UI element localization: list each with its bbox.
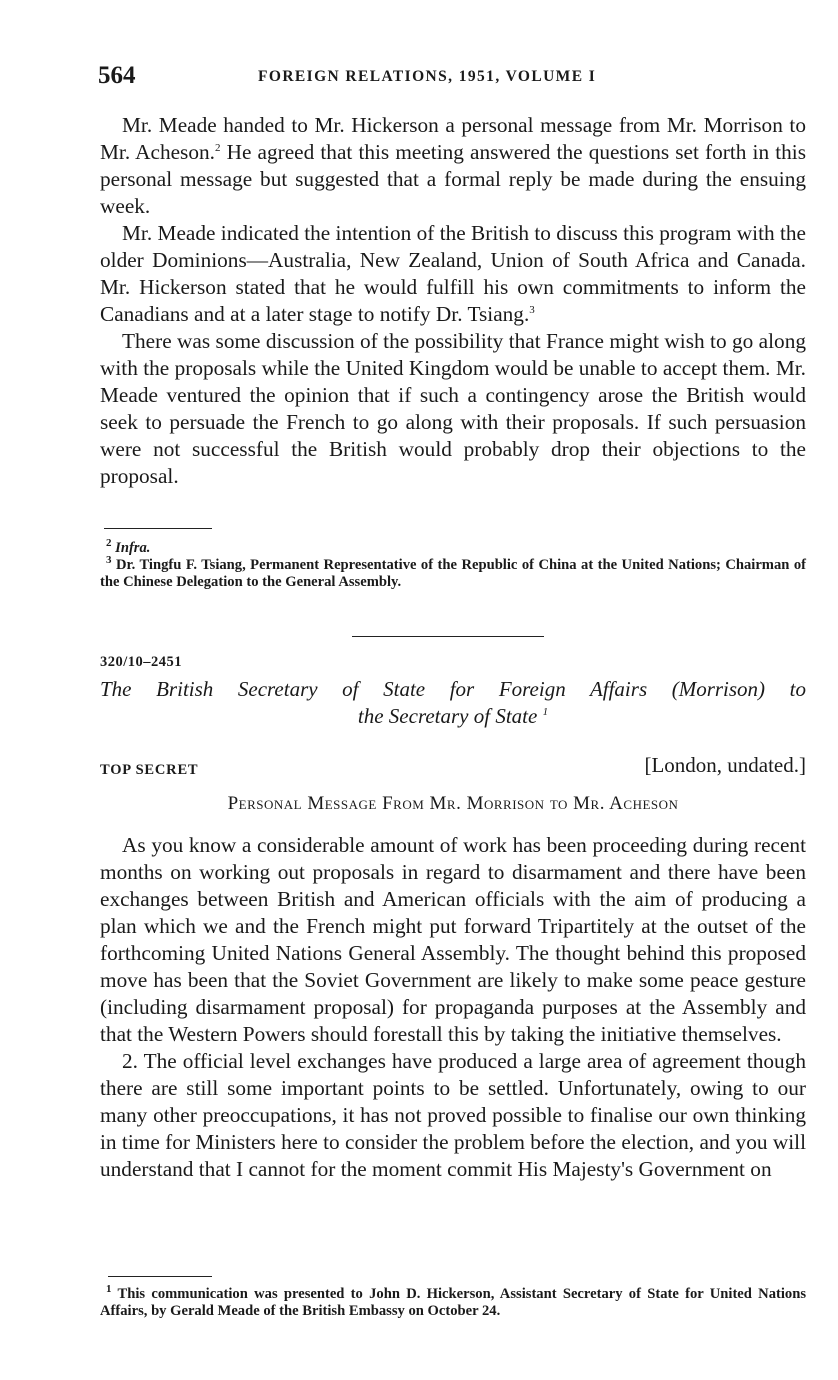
- running-title: FOREIGN RELATIONS, 1951, VOLUME I: [258, 68, 597, 85]
- footnote: $^2$ Infra.: [106, 537, 151, 556]
- footnote: $^1$ This communication was presented to John D. Hickerson, Assistant Secretary of State for United Nations Affairs, by Gerald Meade of the British Embassy on October 24.: [100, 1283, 807, 1319]
- paragraph: Mr. Meade handed to Mr. Hickerson a personal message from Mr. Morrison to Mr. Acheson.$^2$ He agreed that this meeting answered the questions set forth in this personal message but suggested that a formal reply be made during the ensuing week.: [100, 113, 807, 218]
- upper-body: [100, 112, 806, 490]
- footnote-ref[interactable]: 2: [214, 141, 221, 154]
- footnote: $^3$ Dr. Tingfu F. Tsiang, Permanent Representative of the Republic of China at the United Nations; Chairman of the Chinese Delegation to the General Assembly.: [100, 554, 806, 590]
- message-title: Personal Message From Mr. Morrison to Mr. Acheson: [227, 793, 679, 814]
- lower-body: [100, 832, 806, 1183]
- classification-label: TOP SECRET: [100, 762, 199, 778]
- footnote-ref[interactable]: 3: [529, 303, 535, 316]
- footnote-ref[interactable]: 1: [542, 706, 549, 718]
- file-number: 320/10–2451: [100, 654, 183, 670]
- document-title: The British Secretary of State for Foreign Affairs (Morrison) to the Secretary of State $^1$: [100, 677, 806, 728]
- paragraph: As you know a considerable amount of work has been proceeding during recent months on working out proposals in regard to disarmament and there have been exchanges between British and American officials with the aim of producing a plan which we and the French might put forward Tripartitely at the outset of the forthcoming United Nations General Assembly. The thought behind this proposed move has been that the Soviet Government are likely to make some peace gesture (including disarmament proposal) for propaganda purposes at the Assembly and that the Western Powers should forestall this by taking the initiative themselves.: [100, 833, 806, 1046]
- page-number: 564: [98, 62, 136, 89]
- paragraph: 2. The official level exchanges have produced a large area of agreement though there are still some important points to be settled. Unfortunately, owing to our many other preoccupations, it has not proved possible to finalise our own thinking in time for Ministers here to consider the problem before the election, and you will understand that I cannot for the moment commit His Majesty's Government on: [100, 1049, 806, 1181]
- footnotes-lower: [100, 1283, 807, 1320]
- paragraph: Mr. Meade indicated the intention of the British to discuss this program with the older Dominions—Australia, New Zealand, Union of South Africa and Canada. Mr. Hickerson stated that he would fulfill his own commitments to inform the Canadians and at a later stage to notify Dr. Tsiang.$^3$: [100, 221, 806, 326]
- paragraph: There was some discussion of the possibility that France might wish to go along with the proposals while the United Kingdom would be unable to accept them. Mr. Meade ventured the opinion that if such a contingency arose the British would seek to persuade the French to go along with their proposals. If such persuasion were not successful the British would probably drop their objections to the proposal.: [100, 329, 806, 488]
- page-header: [98, 62, 808, 96]
- footnotes-upper: [100, 537, 806, 591]
- footnote-divider: [108, 1276, 212, 1277]
- footnote-divider: [104, 528, 212, 529]
- dateline: [London, undated.]: [644, 753, 806, 777]
- section-divider: [352, 636, 544, 637]
